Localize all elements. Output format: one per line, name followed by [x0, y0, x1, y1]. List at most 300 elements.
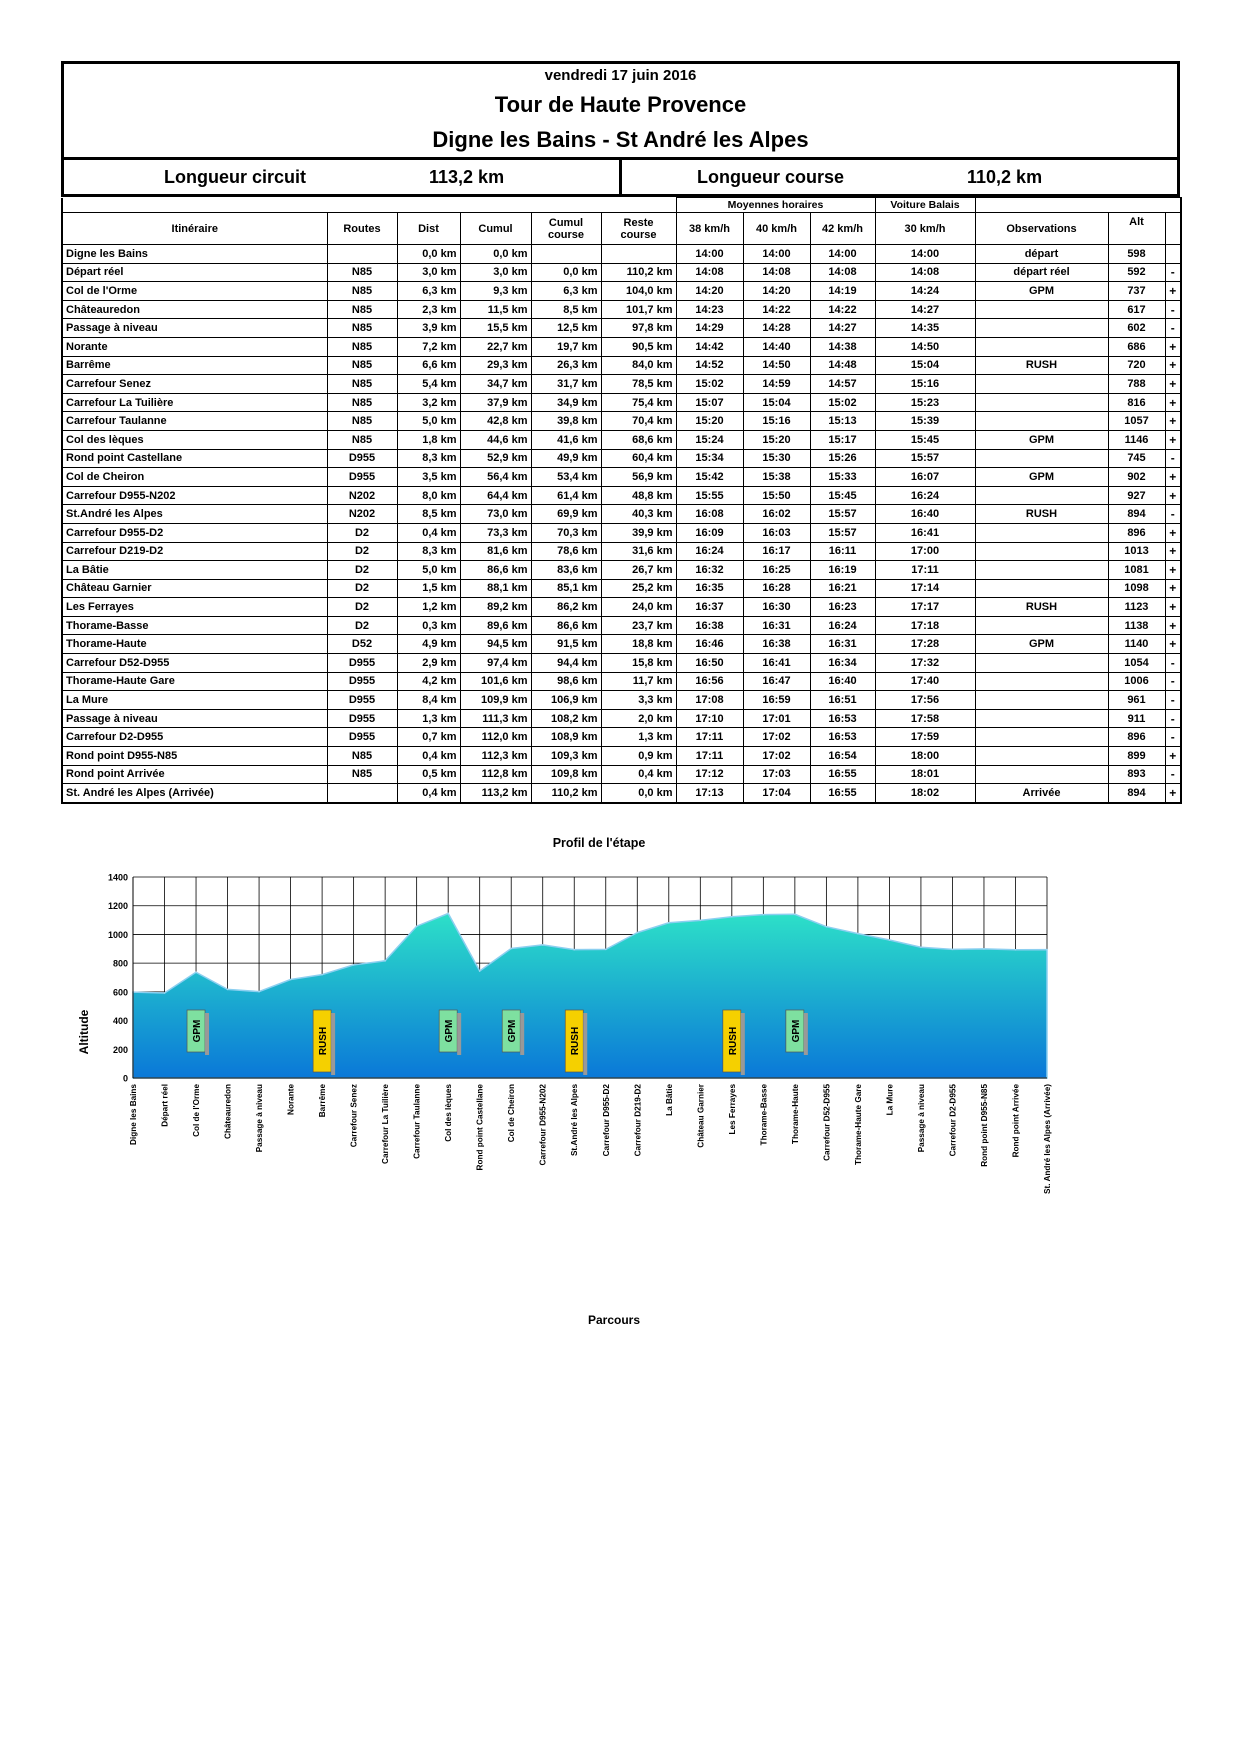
- cell-t30: 18:02: [875, 784, 975, 803]
- marker-label: GPM: [444, 1019, 456, 1043]
- cell-reste: 3,3 km: [601, 691, 676, 710]
- cell-obs: [975, 375, 1108, 394]
- cell-dist: 2,9 km: [397, 654, 460, 673]
- cell-t42: 15:45: [810, 486, 875, 505]
- cell-sign: +: [1165, 486, 1181, 505]
- y-tick-label: 800: [112, 958, 128, 969]
- cell-alt: 893: [1108, 765, 1165, 784]
- data-point: [857, 933, 859, 935]
- cell-road: D955: [327, 709, 397, 728]
- cell-t38: 16:37: [676, 598, 743, 617]
- data-point: [227, 989, 229, 991]
- cell-reste: 18,8 km: [601, 635, 676, 654]
- cell-alt: 911: [1108, 709, 1165, 728]
- cell-dist: 4,9 km: [397, 635, 460, 654]
- cell-sign: +: [1165, 430, 1181, 449]
- cell-t38: 16:32: [676, 561, 743, 580]
- table-row: [62, 654, 1181, 673]
- data-point: [731, 916, 733, 918]
- cell-road: N202: [327, 486, 397, 505]
- cell-t38: 14:29: [676, 319, 743, 338]
- y-axis-label: Altitude: [77, 1009, 91, 1055]
- cell-t40: 14:40: [743, 337, 810, 356]
- table-row: [62, 319, 1181, 338]
- cell-t30: 15:23: [875, 393, 975, 412]
- cell-cc: 49,9 km: [531, 449, 601, 468]
- data-point: [384, 960, 386, 962]
- cell-road: N85: [327, 430, 397, 449]
- cell-t42: 16:55: [810, 784, 875, 803]
- x-tick-label: Thorame-Haute Gare: [853, 1084, 863, 1165]
- col-cumul-course: Cumul course: [531, 213, 601, 245]
- cell-obs: RUSH: [975, 598, 1108, 617]
- cell-obs: départ: [975, 245, 1108, 264]
- cell-sign: -: [1165, 672, 1181, 691]
- cell-cc: 106,9 km: [531, 691, 601, 710]
- cell-name: Rond point Castellane: [62, 449, 327, 468]
- cell-obs: [975, 691, 1108, 710]
- marker-rush: [565, 1010, 587, 1075]
- cell-t38: 17:13: [676, 784, 743, 803]
- cell-t42: 14:19: [810, 282, 875, 301]
- marker-label: RUSH: [727, 1026, 739, 1056]
- cell-t38: 16:35: [676, 579, 743, 598]
- cell-cumul: 0,0 km: [460, 245, 531, 264]
- cell-name: Passage à niveau: [62, 319, 327, 338]
- stage-route: Digne les Bains - St André les Alpes: [432, 127, 809, 152]
- cell-dist: 1,2 km: [397, 598, 460, 617]
- y-tick-label: 0: [122, 1073, 128, 1084]
- marker-gpm: [439, 1010, 461, 1055]
- cell-sign: -: [1165, 263, 1181, 282]
- cell-t38: 16:24: [676, 542, 743, 561]
- cell-cc: 85,1 km: [531, 579, 601, 598]
- cell-road: D52: [327, 635, 397, 654]
- table-row: [62, 468, 1181, 487]
- cell-reste: 78,5 km: [601, 375, 676, 394]
- cell-cumul: 89,6 km: [460, 616, 531, 635]
- cell-t30: 18:01: [875, 765, 975, 784]
- cell-sign: -: [1165, 654, 1181, 673]
- cell-name: St.André les Alpes: [62, 505, 327, 524]
- x-tick-label: Passage à niveau: [916, 1084, 926, 1153]
- cell-cc: 109,8 km: [531, 765, 601, 784]
- data-point: [447, 913, 449, 915]
- cell-dist: 8,0 km: [397, 486, 460, 505]
- x-tick-label: Barrême: [318, 1084, 328, 1118]
- cell-dist: 8,4 km: [397, 691, 460, 710]
- cell-dist: 3,2 km: [397, 393, 460, 412]
- x-tick-label: Carrefour D955-D2: [601, 1084, 611, 1157]
- cell-t30: 17:58: [875, 709, 975, 728]
- cell-sign: +: [1165, 561, 1181, 580]
- cell-t38: 17:11: [676, 747, 743, 766]
- cell-cumul: 34,7 km: [460, 375, 531, 394]
- cell-sign: -: [1165, 449, 1181, 468]
- cell-sign: +: [1165, 337, 1181, 356]
- cell-obs: [975, 523, 1108, 542]
- cell-reste: 23,7 km: [601, 616, 676, 635]
- profile-area: [132, 877, 1048, 1078]
- cell-obs: [975, 412, 1108, 431]
- y-tick-label: 600: [112, 987, 128, 998]
- cell-dist: 8,3 km: [397, 542, 460, 561]
- marker-label: GPM: [790, 1019, 802, 1043]
- col-dist: Dist: [397, 213, 460, 245]
- col-reste-course: Reste course: [601, 213, 676, 245]
- col-38kmh: 38 km/h: [676, 213, 743, 245]
- table-row: [62, 300, 1181, 319]
- cell-dist: 5,0 km: [397, 561, 460, 580]
- cell-t40: 16:31: [743, 616, 810, 635]
- cell-sign: [1165, 245, 1181, 264]
- y-tick-label: 200: [112, 1044, 128, 1055]
- x-tick-label: Carrefour La Tuilière: [381, 1084, 391, 1164]
- itinerary-table: [61, 197, 1182, 804]
- x-tick-label: Carrefour Senez: [349, 1084, 359, 1148]
- cell-sign: -: [1165, 505, 1181, 524]
- cell-t30: 17:40: [875, 672, 975, 691]
- cell-t40: 16:02: [743, 505, 810, 524]
- cell-name: Col de l'Orme: [62, 282, 327, 301]
- cell-sign: -: [1165, 728, 1181, 747]
- cell-t40: 16:41: [743, 654, 810, 673]
- cell-cumul: 9,3 km: [460, 282, 531, 301]
- table-row: [62, 691, 1181, 710]
- column-header-row: [62, 213, 1181, 245]
- cell-name: La Mure: [62, 691, 327, 710]
- y-ticks: [108, 873, 128, 1084]
- col-observations: Observations: [975, 213, 1108, 245]
- cell-sign: +: [1165, 412, 1181, 431]
- cell-road: D2: [327, 542, 397, 561]
- cell-cumul: 81,6 km: [460, 542, 531, 561]
- table-row: [62, 672, 1181, 691]
- cell-reste: 0,4 km: [601, 765, 676, 784]
- x-tick-label: Thorame-Haute: [790, 1084, 800, 1145]
- cell-dist: 0,4 km: [397, 784, 460, 803]
- data-point: [952, 949, 954, 951]
- cell-cumul: 111,3 km: [460, 709, 531, 728]
- cell-alt: 1123: [1108, 598, 1165, 617]
- cell-t30: 14:50: [875, 337, 975, 356]
- cell-t42: 16:53: [810, 709, 875, 728]
- x-ticks: [129, 1083, 1052, 1194]
- table-row: [62, 542, 1181, 561]
- cell-reste: 110,2 km: [601, 263, 676, 282]
- cell-reste: 0,9 km: [601, 747, 676, 766]
- x-tick-label: Rond point Castellane: [475, 1084, 485, 1171]
- col-40kmh: 40 km/h: [743, 213, 810, 245]
- cell-t40: 14:20: [743, 282, 810, 301]
- y-tick-label: 1000: [107, 929, 128, 940]
- cell-t42: 14:00: [810, 245, 875, 264]
- cell-alt: 1138: [1108, 616, 1165, 635]
- cell-name: Carrefour La Tuilière: [62, 393, 327, 412]
- cell-t42: 15:57: [810, 523, 875, 542]
- cell-dist: 8,5 km: [397, 505, 460, 524]
- table-row: [62, 375, 1181, 394]
- cell-t42: 15:57: [810, 505, 875, 524]
- cell-dist: 4,2 km: [397, 672, 460, 691]
- cell-reste: 0,0 km: [601, 784, 676, 803]
- cell-sign: +: [1165, 784, 1181, 803]
- cell-dist: 0,5 km: [397, 765, 460, 784]
- cell-road: N85: [327, 765, 397, 784]
- cell-cc: 26,3 km: [531, 356, 601, 375]
- cell-cc: [531, 245, 601, 264]
- cell-alt: 1006: [1108, 672, 1165, 691]
- cell-name: Thorame-Haute Gare: [62, 672, 327, 691]
- cell-t38: 16:08: [676, 505, 743, 524]
- cell-t38: 14:00: [676, 245, 743, 264]
- cell-cumul: 89,2 km: [460, 598, 531, 617]
- data-point: [573, 949, 575, 951]
- cell-t40: 16:17: [743, 542, 810, 561]
- cell-dist: 3,0 km: [397, 263, 460, 282]
- cell-t38: 16:46: [676, 635, 743, 654]
- cell-obs: [975, 579, 1108, 598]
- x-tick-label: Rond point Arrivée: [1011, 1084, 1021, 1158]
- cell-sign: +: [1165, 542, 1181, 561]
- circuit-length-value: 113,2 km: [429, 166, 505, 187]
- cell-t42: 16:51: [810, 691, 875, 710]
- table-row: [62, 263, 1181, 282]
- cell-t40: 15:50: [743, 486, 810, 505]
- cell-t30: 15:04: [875, 356, 975, 375]
- cell-t38: 14:20: [676, 282, 743, 301]
- cell-cc: 41,6 km: [531, 430, 601, 449]
- cell-name: Les Ferrayes: [62, 598, 327, 617]
- cell-t42: 14:08: [810, 263, 875, 282]
- cell-alt: 899: [1108, 747, 1165, 766]
- y-tick-label: 1400: [107, 872, 128, 883]
- cell-alt: 737: [1108, 282, 1165, 301]
- cell-obs: [975, 486, 1108, 505]
- cell-obs: [975, 319, 1108, 338]
- cell-cc: 110,2 km: [531, 784, 601, 803]
- cell-t40: 16:59: [743, 691, 810, 710]
- table-row: [62, 579, 1181, 598]
- cell-dist: 6,3 km: [397, 282, 460, 301]
- cell-t42: 14:57: [810, 375, 875, 394]
- cell-t38: 16:56: [676, 672, 743, 691]
- cell-name: Col de Cheiron: [62, 468, 327, 487]
- altitude-area: [133, 914, 1047, 1079]
- data-point: [479, 970, 481, 972]
- cell-sign: +: [1165, 598, 1181, 617]
- cell-road: D955: [327, 468, 397, 487]
- cell-t30: 17:14: [875, 579, 975, 598]
- cell-name: Châteauredon: [62, 300, 327, 319]
- x-tick-label: Rond point D955-N85: [979, 1084, 989, 1167]
- cell-road: N85: [327, 263, 397, 282]
- cell-cc: 39,8 km: [531, 412, 601, 431]
- cell-sign: +: [1165, 468, 1181, 487]
- data-point: [889, 939, 891, 941]
- cell-name: Passage à niveau: [62, 709, 327, 728]
- broom-car-band: Voiture Balais: [875, 198, 975, 213]
- cell-t40: 16:30: [743, 598, 810, 617]
- table-row: [62, 337, 1181, 356]
- cell-t40: 15:16: [743, 412, 810, 431]
- cell-t38: 15:55: [676, 486, 743, 505]
- cell-t38: 16:38: [676, 616, 743, 635]
- cell-reste: 90,5 km: [601, 337, 676, 356]
- cell-reste: 48,8 km: [601, 486, 676, 505]
- cell-reste: 40,3 km: [601, 505, 676, 524]
- cell-obs: GPM: [975, 282, 1108, 301]
- data-point: [164, 992, 166, 994]
- cell-alt: 1140: [1108, 635, 1165, 654]
- cell-road: D2: [327, 561, 397, 580]
- col-routes: Routes: [327, 213, 397, 245]
- cell-alt: 602: [1108, 319, 1165, 338]
- cell-t40: 17:02: [743, 747, 810, 766]
- table-row: [62, 561, 1181, 580]
- cell-cc: 108,2 km: [531, 709, 601, 728]
- cell-t42: 16:21: [810, 579, 875, 598]
- cell-cumul: 94,5 km: [460, 635, 531, 654]
- cell-obs: [975, 300, 1108, 319]
- data-point: [416, 925, 418, 927]
- data-point: [920, 946, 922, 948]
- cell-reste: 11,7 km: [601, 672, 676, 691]
- cell-sign: +: [1165, 393, 1181, 412]
- cell-t30: 17:11: [875, 561, 975, 580]
- data-point: [763, 914, 765, 916]
- x-tick-label: Châteauredon: [223, 1084, 233, 1140]
- cell-t30: 15:16: [875, 375, 975, 394]
- cell-obs: [975, 672, 1108, 691]
- cell-t42: 15:17: [810, 430, 875, 449]
- itinerary-document: [61, 61, 1180, 804]
- cell-alt: 1146: [1108, 430, 1165, 449]
- x-tick-label: Carrefour D52-D955: [822, 1084, 832, 1161]
- table-row: [62, 412, 1181, 431]
- cell-dist: 8,3 km: [397, 449, 460, 468]
- table-row: [62, 635, 1181, 654]
- table-row: [62, 282, 1181, 301]
- table-row: [62, 765, 1181, 784]
- cell-cc: 86,6 km: [531, 616, 601, 635]
- cell-road: N85: [327, 300, 397, 319]
- cell-t30: 16:24: [875, 486, 975, 505]
- cell-name: St. André les Alpes (Arrivée): [62, 784, 327, 803]
- cell-obs: GPM: [975, 430, 1108, 449]
- cell-sign: +: [1165, 747, 1181, 766]
- cell-t42: 16:23: [810, 598, 875, 617]
- cell-t40: 14:22: [743, 300, 810, 319]
- cell-t42: 14:27: [810, 319, 875, 338]
- cell-reste: 101,7 km: [601, 300, 676, 319]
- cell-t42: 14:38: [810, 337, 875, 356]
- cell-t40: 17:03: [743, 765, 810, 784]
- cell-cumul: 112,3 km: [460, 747, 531, 766]
- cell-road: [327, 245, 397, 264]
- data-point: [510, 948, 512, 950]
- cell-road: D955: [327, 672, 397, 691]
- cell-alt: 1057: [1108, 412, 1165, 431]
- data-point: [353, 964, 355, 966]
- cell-alt: 902: [1108, 468, 1165, 487]
- cell-t42: 16:54: [810, 747, 875, 766]
- cell-road: [327, 784, 397, 803]
- data-point: [794, 914, 796, 916]
- cell-cumul: 42,8 km: [460, 412, 531, 431]
- cell-t42: 15:02: [810, 393, 875, 412]
- cell-cc: 69,9 km: [531, 505, 601, 524]
- cell-cumul: 73,0 km: [460, 505, 531, 524]
- cell-t42: 15:33: [810, 468, 875, 487]
- cell-cumul: 101,6 km: [460, 672, 531, 691]
- cell-cumul: 113,2 km: [460, 784, 531, 803]
- cell-t38: 15:02: [676, 375, 743, 394]
- cell-sign: -: [1165, 691, 1181, 710]
- cell-alt: 961: [1108, 691, 1165, 710]
- cell-sign: +: [1165, 616, 1181, 635]
- table-row: [62, 747, 1181, 766]
- cell-sign: +: [1165, 523, 1181, 542]
- data-point: [321, 974, 323, 976]
- cell-t40: 16:25: [743, 561, 810, 580]
- marker-gpm: [502, 1010, 524, 1055]
- cell-t30: 15:45: [875, 430, 975, 449]
- cell-road: N85: [327, 337, 397, 356]
- cell-t30: 14:24: [875, 282, 975, 301]
- cell-t40: 16:47: [743, 672, 810, 691]
- data-point: [258, 991, 260, 993]
- cell-t40: 15:04: [743, 393, 810, 412]
- cell-name: Rond point D955-N85: [62, 747, 327, 766]
- cell-sign: -: [1165, 765, 1181, 784]
- cell-alt: 1081: [1108, 561, 1165, 580]
- cell-cc: 70,3 km: [531, 523, 601, 542]
- cell-cc: 109,3 km: [531, 747, 601, 766]
- cell-alt: 894: [1108, 505, 1165, 524]
- cell-name: Carrefour D955-D2: [62, 523, 327, 542]
- x-tick-label: Les Ferrayes: [727, 1084, 737, 1135]
- x-tick-label: Col de Cheiron: [507, 1084, 517, 1143]
- cell-road: N85: [327, 747, 397, 766]
- col-alt: Alt: [1108, 213, 1165, 245]
- race-title: Tour de Haute Provence: [494, 92, 747, 117]
- marker-rush: [313, 1010, 335, 1075]
- x-tick-label: Passage à niveau: [255, 1084, 265, 1153]
- x-tick-label: Col des lèques: [444, 1084, 454, 1142]
- cell-cc: 34,9 km: [531, 393, 601, 412]
- cell-cumul: 22,7 km: [460, 337, 531, 356]
- cell-t42: 16:19: [810, 561, 875, 580]
- cell-road: N85: [327, 375, 397, 394]
- cell-sign: -: [1165, 319, 1181, 338]
- cell-cc: 12,5 km: [531, 319, 601, 338]
- cell-t38: 14:42: [676, 337, 743, 356]
- cell-t30: 17:17: [875, 598, 975, 617]
- x-tick-label: La Bâtie: [664, 1084, 674, 1116]
- cell-cc: 8,5 km: [531, 300, 601, 319]
- marker-label: RUSH: [570, 1026, 582, 1056]
- cell-alt: 1013: [1108, 542, 1165, 561]
- cell-cumul: 3,0 km: [460, 263, 531, 282]
- x-tick-label: St.André les Alpes: [570, 1084, 580, 1157]
- data-point: [1046, 949, 1048, 951]
- data-point: [826, 926, 828, 928]
- cell-t30: 16:40: [875, 505, 975, 524]
- cell-t42: 16:24: [810, 616, 875, 635]
- col-30kmh: 30 km/h: [875, 213, 975, 245]
- cell-reste: 68,6 km: [601, 430, 676, 449]
